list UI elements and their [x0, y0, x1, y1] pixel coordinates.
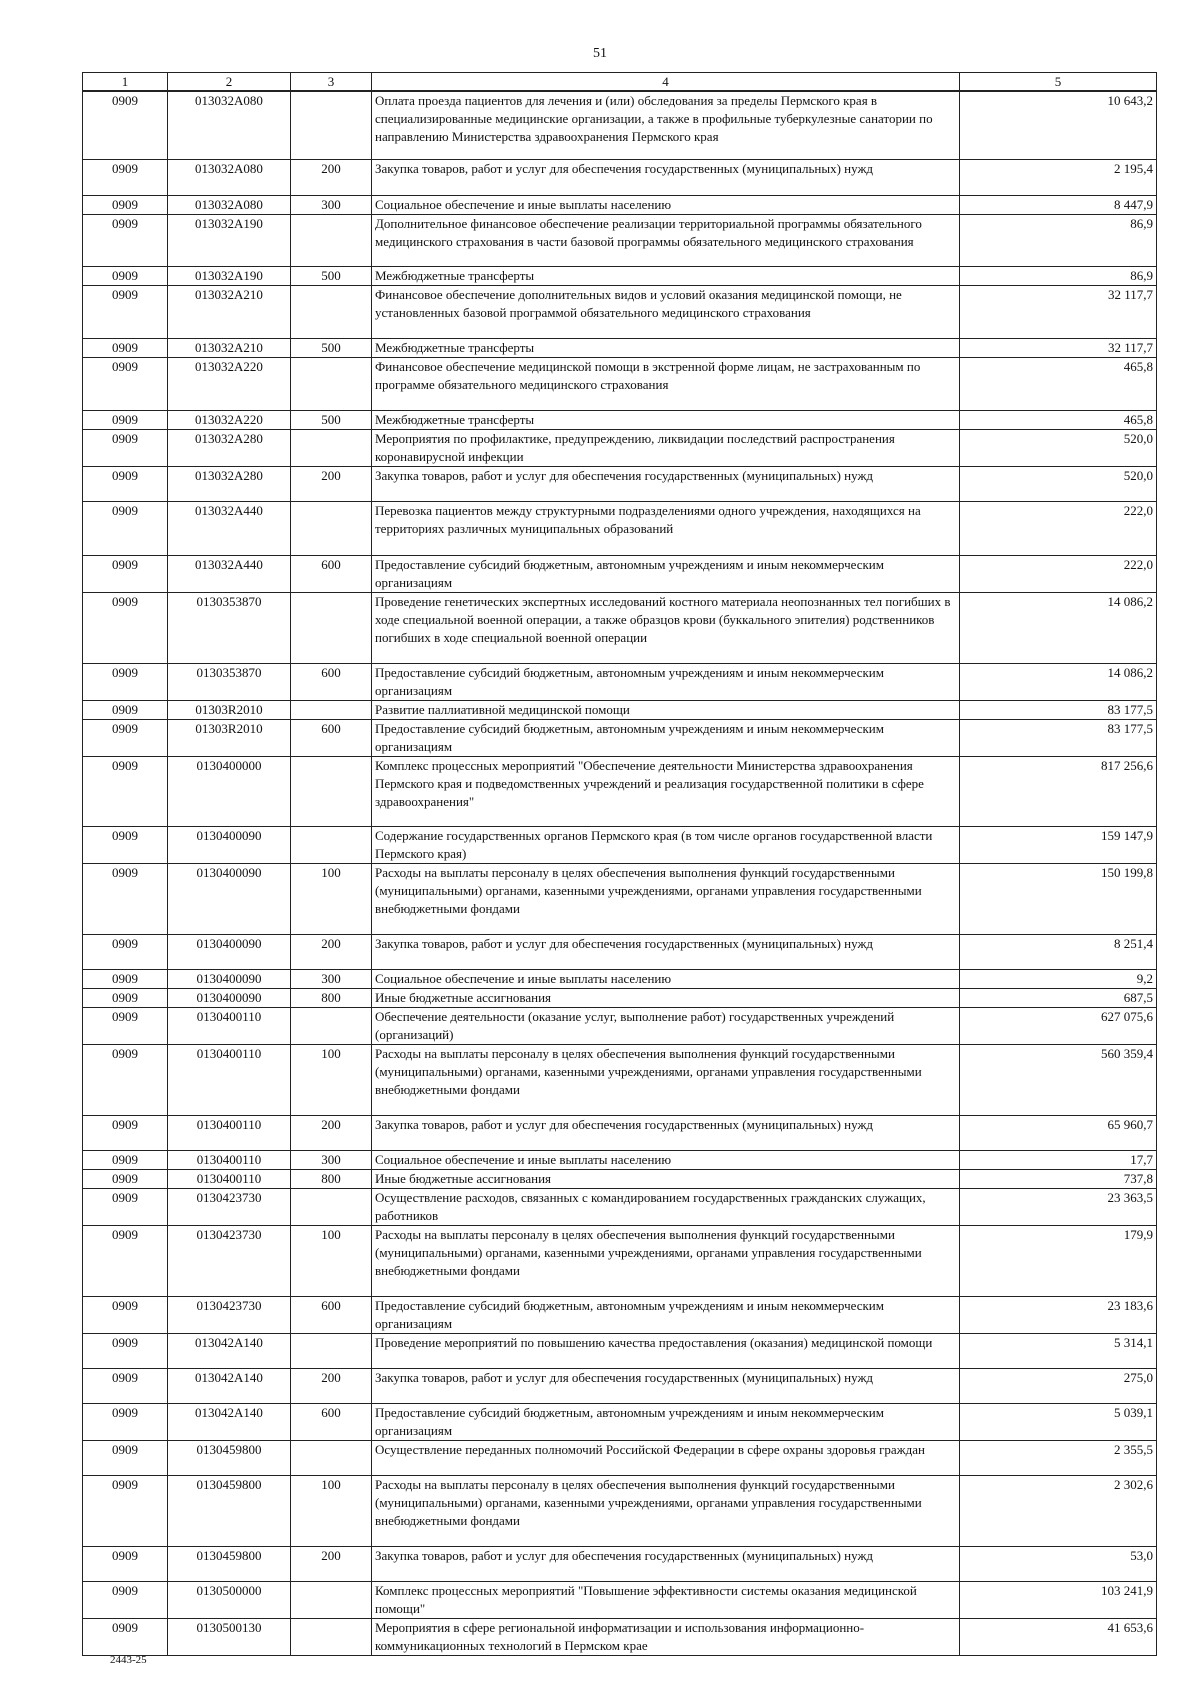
- cell-c5: 2 355,5: [960, 1440, 1157, 1475]
- cell-c2: 0130400090: [168, 934, 291, 969]
- cell-c3: 500: [291, 338, 372, 357]
- table-row: [83, 357, 1157, 410]
- cell-c3: 500: [291, 410, 372, 429]
- cell-c3: 300: [291, 969, 372, 988]
- cell-c4: Комплекс процессных мероприятий "Повышение эффективности системы оказания медицинской помощи": [372, 1581, 960, 1618]
- table-row: [83, 934, 1157, 969]
- cell-c2: 0130423730: [168, 1225, 291, 1296]
- cell-c4: Иные бюджетные ассигнования: [372, 1169, 960, 1188]
- cell-c4: Иные бюджетные ассигнования: [372, 988, 960, 1007]
- cell-c1: 0909: [83, 1618, 168, 1655]
- cell-c4: Предоставление субсидий бюджетным, автономным учреждениям и иным некоммерческим организациям: [372, 1296, 960, 1333]
- cell-c3: 600: [291, 719, 372, 756]
- cell-c4: Предоставление субсидий бюджетным, автономным учреждениям и иным некоммерческим организациям: [372, 719, 960, 756]
- cell-c3: 100: [291, 1225, 372, 1296]
- cell-c2: 013032А280: [168, 466, 291, 501]
- cell-c2: 01303R2010: [168, 719, 291, 756]
- cell-c3: [291, 1333, 372, 1368]
- cell-c1: 0909: [83, 1150, 168, 1169]
- table-row: [83, 1333, 1157, 1368]
- cell-c1: 0909: [83, 863, 168, 934]
- cell-c4: Социальное обеспечение и иные выплаты населению: [372, 1150, 960, 1169]
- cell-c4: Закупка товаров, работ и услуг для обеспечения государственных (муниципальных) нужд: [372, 1546, 960, 1581]
- cell-c1: 0909: [83, 429, 168, 466]
- cell-c3: 600: [291, 1403, 372, 1440]
- table-row: [83, 988, 1157, 1007]
- document-code: 2443-25: [110, 1654, 147, 1666]
- cell-c5: 10 643,2: [960, 91, 1157, 159]
- cell-c4: Закупка товаров, работ и услуг для обеспечения государственных (муниципальных) нужд: [372, 1115, 960, 1150]
- cell-c5: 65 960,7: [960, 1115, 1157, 1150]
- cell-c1: 0909: [83, 195, 168, 214]
- cell-c4: Проведение мероприятий по повышению качества предоставления (оказания) медицинской помощи: [372, 1333, 960, 1368]
- table-row: [83, 1475, 1157, 1546]
- cell-c3: 100: [291, 1044, 372, 1115]
- cell-c2: 0130423730: [168, 1188, 291, 1225]
- cell-c5: 179,9: [960, 1225, 1157, 1296]
- cell-c1: 0909: [83, 338, 168, 357]
- cell-c4: Межбюджетные трансферты: [372, 410, 960, 429]
- cell-c3: 600: [291, 1296, 372, 1333]
- cell-c3: 200: [291, 1368, 372, 1403]
- cell-c3: [291, 501, 372, 555]
- cell-c2: 0130500000: [168, 1581, 291, 1618]
- cell-c5: 150 199,8: [960, 863, 1157, 934]
- cell-c4: Закупка товаров, работ и услуг для обеспечения государственных (муниципальных) нужд: [372, 159, 960, 195]
- cell-c3: 200: [291, 1546, 372, 1581]
- cell-c3: 800: [291, 1169, 372, 1188]
- table-row: [83, 663, 1157, 700]
- cell-c2: 0130400090: [168, 988, 291, 1007]
- cell-c2: 0130459800: [168, 1546, 291, 1581]
- cell-c3: 600: [291, 663, 372, 700]
- table-body: [83, 91, 1157, 1655]
- cell-c2: 0130353870: [168, 663, 291, 700]
- cell-c2: 013032А210: [168, 338, 291, 357]
- cell-c1: 0909: [83, 1581, 168, 1618]
- cell-c3: [291, 429, 372, 466]
- cell-c3: [291, 91, 372, 159]
- cell-c3: [291, 1007, 372, 1044]
- header-col-3: 3: [291, 73, 372, 92]
- cell-c5: 275,0: [960, 1368, 1157, 1403]
- cell-c2: 0130459800: [168, 1440, 291, 1475]
- cell-c4: Обеспечение деятельности (оказание услуг, выполнение работ) государственных учреждений (организаций): [372, 1007, 960, 1044]
- cell-c5: 86,9: [960, 214, 1157, 266]
- cell-c4: Дополнительное финансовое обеспечение реализации территориальной программы обязательного медицинского страхования в части базовой программы обязательного медицинского страхования: [372, 214, 960, 266]
- cell-c1: 0909: [83, 91, 168, 159]
- cell-c3: 100: [291, 863, 372, 934]
- cell-c2: 013032А080: [168, 195, 291, 214]
- cell-c1: 0909: [83, 1403, 168, 1440]
- cell-c4: Закупка товаров, работ и услуг для обеспечения государственных (муниципальных) нужд: [372, 1368, 960, 1403]
- cell-c4: Развитие паллиативной медицинской помощи: [372, 700, 960, 719]
- cell-c5: 23 363,5: [960, 1188, 1157, 1225]
- cell-c1: 0909: [83, 466, 168, 501]
- cell-c2: 013032А280: [168, 429, 291, 466]
- cell-c4: Финансовое обеспечение медицинской помощи в экстренной форме лицам, не застрахованным по программе обязательного медицинского страхования: [372, 357, 960, 410]
- table-row: [83, 1225, 1157, 1296]
- page-number: 51: [593, 46, 607, 61]
- header-col-4: 4: [372, 73, 960, 92]
- cell-c5: 465,8: [960, 410, 1157, 429]
- cell-c4: Предоставление субсидий бюджетным, автономным учреждениям и иным некоммерческим организациям: [372, 555, 960, 592]
- cell-c4: Осуществление расходов, связанных с командированием государственных гражданских служащих, работников: [372, 1188, 960, 1225]
- cell-c2: 0130400090: [168, 863, 291, 934]
- cell-c2: 013032А220: [168, 410, 291, 429]
- table-row: [83, 285, 1157, 338]
- cell-c1: 0909: [83, 592, 168, 663]
- cell-c4: Закупка товаров, работ и услуг для обеспечения государственных (муниципальных) нужд: [372, 934, 960, 969]
- cell-c4: Проведение генетических экспертных исследований костного материала неопознанных тел погибших в ходе специальной военной операции, а также образцов крови (буккального эпителия) родственников погибших в ходе специальной военной операции: [372, 592, 960, 663]
- cell-c1: 0909: [83, 501, 168, 555]
- cell-c5: 23 183,6: [960, 1296, 1157, 1333]
- cell-c5: 159 147,9: [960, 826, 1157, 863]
- table-row: [83, 195, 1157, 214]
- table-row: [83, 1188, 1157, 1225]
- cell-c5: 627 075,6: [960, 1007, 1157, 1044]
- cell-c4: Предоставление субсидий бюджетным, автономным учреждениям и иным некоммерческим организациям: [372, 663, 960, 700]
- table-row: [83, 756, 1157, 826]
- cell-c2: 013032А080: [168, 91, 291, 159]
- table-row: [83, 1618, 1157, 1655]
- header-col-2: 2: [168, 73, 291, 92]
- cell-c1: 0909: [83, 1044, 168, 1115]
- cell-c2: 0130400110: [168, 1169, 291, 1188]
- cell-c1: 0909: [83, 969, 168, 988]
- cell-c5: 687,5: [960, 988, 1157, 1007]
- table-row: [83, 826, 1157, 863]
- table-row: [83, 1007, 1157, 1044]
- cell-c4: Межбюджетные трансферты: [372, 266, 960, 285]
- table-row: [83, 338, 1157, 357]
- cell-c3: [291, 1618, 372, 1655]
- cell-c1: 0909: [83, 357, 168, 410]
- cell-c2: 0130400110: [168, 1150, 291, 1169]
- cell-c2: 013032А220: [168, 357, 291, 410]
- cell-c1: 0909: [83, 1188, 168, 1225]
- cell-c2: 013032А190: [168, 214, 291, 266]
- cell-c2: 013032А440: [168, 501, 291, 555]
- cell-c3: 800: [291, 988, 372, 1007]
- table-row: [83, 1115, 1157, 1150]
- cell-c5: 17,7: [960, 1150, 1157, 1169]
- cell-c4: Расходы на выплаты персоналу в целях обеспечения выполнения функций государственными (муниципальными) органами, казенными учреждениями, органами управления государственными внебюджетными фондами: [372, 1044, 960, 1115]
- cell-c2: 013032А440: [168, 555, 291, 592]
- cell-c5: 465,8: [960, 357, 1157, 410]
- cell-c5: 520,0: [960, 466, 1157, 501]
- table-row: [83, 91, 1157, 159]
- cell-c1: 0909: [83, 988, 168, 1007]
- cell-c3: 300: [291, 195, 372, 214]
- cell-c3: 500: [291, 266, 372, 285]
- cell-c2: 0130400090: [168, 969, 291, 988]
- cell-c4: Оплата проезда пациентов для лечения и (или) обследования за пределы Пермского края в специализированные медицинские организации, а также в профильные туберкулезные санатории по направлению Министерства здравоохранения Пермского края: [372, 91, 960, 159]
- cell-c1: 0909: [83, 1296, 168, 1333]
- table-row: [83, 1169, 1157, 1188]
- cell-c5: 83 177,5: [960, 700, 1157, 719]
- table-row: [83, 592, 1157, 663]
- cell-c1: 0909: [83, 214, 168, 266]
- cell-c1: 0909: [83, 1333, 168, 1368]
- cell-c5: 520,0: [960, 429, 1157, 466]
- table-row: [83, 1150, 1157, 1169]
- cell-c5: 222,0: [960, 501, 1157, 555]
- cell-c5: 5 314,1: [960, 1333, 1157, 1368]
- table-row: [83, 266, 1157, 285]
- cell-c5: 9,2: [960, 969, 1157, 988]
- cell-c2: 013032А210: [168, 285, 291, 338]
- cell-c1: 0909: [83, 1007, 168, 1044]
- table-row: [83, 1546, 1157, 1581]
- table-row: [83, 719, 1157, 756]
- cell-c3: 100: [291, 1475, 372, 1546]
- cell-c2: 013032А080: [168, 159, 291, 195]
- cell-c3: [291, 285, 372, 338]
- cell-c2: 0130400110: [168, 1044, 291, 1115]
- cell-c4: Комплекс процессных мероприятий "Обеспечение деятельности Министерства здравоохранения Пермского края и подведомственных учреждений и реализация государственной политики в сфере здравоохранения": [372, 756, 960, 826]
- table-row: [83, 214, 1157, 266]
- cell-c1: 0909: [83, 1115, 168, 1150]
- cell-c1: 0909: [83, 826, 168, 863]
- cell-c1: 0909: [83, 934, 168, 969]
- header-col-1: 1: [83, 73, 168, 92]
- cell-c4: Расходы на выплаты персоналу в целях обеспечения выполнения функций государственными (муниципальными) органами, казенными учреждениями, органами управления государственными внебюджетными фондами: [372, 1225, 960, 1296]
- cell-c2: 0130400000: [168, 756, 291, 826]
- cell-c3: 300: [291, 1150, 372, 1169]
- cell-c5: 14 086,2: [960, 592, 1157, 663]
- cell-c3: [291, 357, 372, 410]
- cell-c3: [291, 1188, 372, 1225]
- cell-c5: 2 195,4: [960, 159, 1157, 195]
- budget-table: [82, 72, 1157, 1656]
- cell-c1: 0909: [83, 1546, 168, 1581]
- cell-c5: 5 039,1: [960, 1403, 1157, 1440]
- cell-c1: 0909: [83, 159, 168, 195]
- cell-c3: 200: [291, 1115, 372, 1150]
- cell-c5: 53,0: [960, 1546, 1157, 1581]
- cell-c1: 0909: [83, 1169, 168, 1188]
- cell-c5: 32 117,7: [960, 285, 1157, 338]
- cell-c2: 013042А140: [168, 1333, 291, 1368]
- cell-c2: 013032А190: [168, 266, 291, 285]
- cell-c1: 0909: [83, 266, 168, 285]
- cell-c5: 86,9: [960, 266, 1157, 285]
- cell-c1: 0909: [83, 1475, 168, 1546]
- table-header-row: [83, 73, 1157, 92]
- cell-c5: 8 251,4: [960, 934, 1157, 969]
- cell-c4: Мероприятия по профилактике, предупреждению, ликвидации последствий распространения коронавирусной инфекции: [372, 429, 960, 466]
- cell-c3: 200: [291, 159, 372, 195]
- cell-c2: 013042А140: [168, 1368, 291, 1403]
- cell-c2: 0130400090: [168, 826, 291, 863]
- cell-c4: Финансовое обеспечение дополнительных видов и условий оказания медицинской помощи, не установленных базовой программой обязательного медицинского страхования: [372, 285, 960, 338]
- cell-c4: Социальное обеспечение и иные выплаты населению: [372, 195, 960, 214]
- table-row: [83, 159, 1157, 195]
- cell-c3: [291, 756, 372, 826]
- cell-c1: 0909: [83, 663, 168, 700]
- cell-c5: 222,0: [960, 555, 1157, 592]
- cell-c1: 0909: [83, 756, 168, 826]
- table-row: [83, 969, 1157, 988]
- table-row: [83, 1044, 1157, 1115]
- cell-c4: Социальное обеспечение и иные выплаты населению: [372, 969, 960, 988]
- cell-c4: Содержание государственных органов Пермского края (в том числе органов государственной власти Пермского края): [372, 826, 960, 863]
- cell-c3: 200: [291, 466, 372, 501]
- table-row: [83, 863, 1157, 934]
- table-row: [83, 1368, 1157, 1403]
- table-row: [83, 1403, 1157, 1440]
- table-row: [83, 1581, 1157, 1618]
- cell-c3: [291, 1440, 372, 1475]
- cell-c5: 817 256,6: [960, 756, 1157, 826]
- cell-c4: Осуществление переданных полномочий Российской Федерации в сфере охраны здоровья граждан: [372, 1440, 960, 1475]
- cell-c4: Перевозка пациентов между структурными подразделениями одного учреждения, находящихся на территориях различных муниципальных образований: [372, 501, 960, 555]
- cell-c3: 600: [291, 555, 372, 592]
- cell-c5: 32 117,7: [960, 338, 1157, 357]
- cell-c4: Предоставление субсидий бюджетным, автономным учреждениям и иным некоммерческим организациям: [372, 1403, 960, 1440]
- cell-c4: Мероприятия в сфере региональной информатизации и использования информационно-коммуникационных технологий в Пермском крае: [372, 1618, 960, 1655]
- cell-c3: [291, 1581, 372, 1618]
- cell-c1: 0909: [83, 1368, 168, 1403]
- cell-c3: [291, 826, 372, 863]
- cell-c1: 0909: [83, 1440, 168, 1475]
- cell-c4: Расходы на выплаты персоналу в целях обеспечения выполнения функций государственными (муниципальными) органами, казенными учреждениями, органами управления государственными внебюджетными фондами: [372, 1475, 960, 1546]
- table-row: [83, 410, 1157, 429]
- table-row: [83, 700, 1157, 719]
- cell-c5: 737,8: [960, 1169, 1157, 1188]
- cell-c5: 560 359,4: [960, 1044, 1157, 1115]
- table-row: [83, 555, 1157, 592]
- cell-c5: 103 241,9: [960, 1581, 1157, 1618]
- cell-c2: 0130459800: [168, 1475, 291, 1546]
- cell-c1: 0909: [83, 700, 168, 719]
- cell-c4: Межбюджетные трансферты: [372, 338, 960, 357]
- cell-c3: [291, 592, 372, 663]
- cell-c5: 83 177,5: [960, 719, 1157, 756]
- cell-c3: [291, 214, 372, 266]
- table-row: [83, 466, 1157, 501]
- cell-c5: 14 086,2: [960, 663, 1157, 700]
- cell-c2: 0130400110: [168, 1115, 291, 1150]
- cell-c5: 41 653,6: [960, 1618, 1157, 1655]
- cell-c2: 013042А140: [168, 1403, 291, 1440]
- cell-c1: 0909: [83, 285, 168, 338]
- cell-c2: 0130353870: [168, 592, 291, 663]
- cell-c1: 0909: [83, 555, 168, 592]
- cell-c1: 0909: [83, 719, 168, 756]
- cell-c4: Расходы на выплаты персоналу в целях обеспечения выполнения функций государственными (муниципальными) органами, казенными учреждениями, органами управления государственными внебюджетными фондами: [372, 863, 960, 934]
- table-row: [83, 501, 1157, 555]
- table-row: [83, 1440, 1157, 1475]
- cell-c2: 01303R2010: [168, 700, 291, 719]
- cell-c5: 2 302,6: [960, 1475, 1157, 1546]
- cell-c3: 200: [291, 934, 372, 969]
- cell-c3: [291, 700, 372, 719]
- cell-c2: 0130500130: [168, 1618, 291, 1655]
- cell-c5: 8 447,9: [960, 195, 1157, 214]
- cell-c2: 0130400110: [168, 1007, 291, 1044]
- table-row: [83, 1296, 1157, 1333]
- header-col-5: 5: [960, 73, 1157, 92]
- cell-c4: Закупка товаров, работ и услуг для обеспечения государственных (муниципальных) нужд: [372, 466, 960, 501]
- cell-c2: 0130423730: [168, 1296, 291, 1333]
- cell-c1: 0909: [83, 410, 168, 429]
- cell-c1: 0909: [83, 1225, 168, 1296]
- table-row: [83, 429, 1157, 466]
